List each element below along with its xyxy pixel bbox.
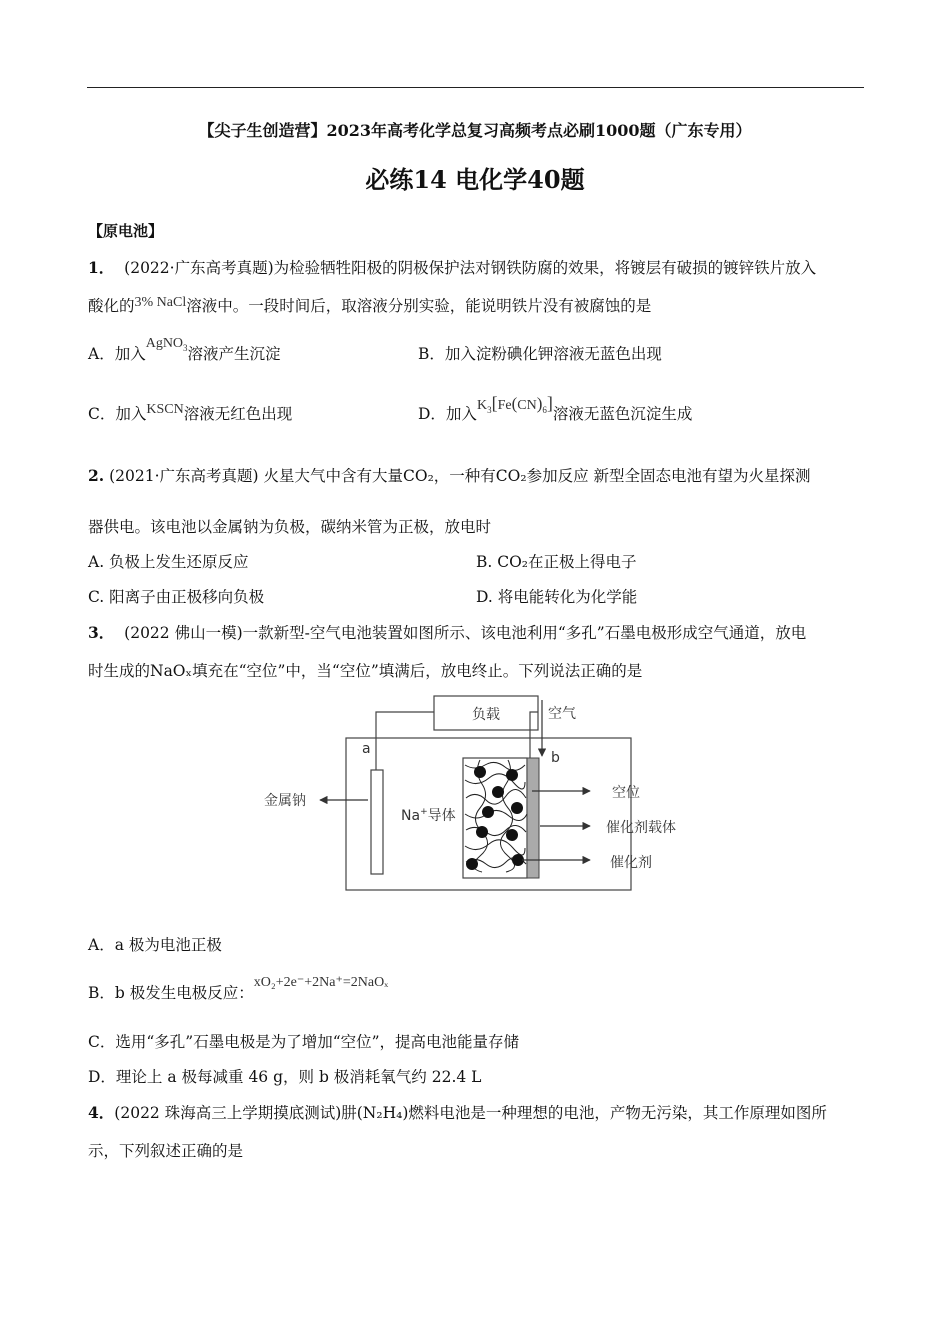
particle-4 [511,802,523,814]
q1-option-b: B．加入淀粉碘化钾溶液无蓝色出现 [418,345,662,363]
q1-ferri-paren-close: ) [536,394,543,413]
q2-option-a: A. 负极上发生还原反应 [88,553,249,571]
q1-text1: (2022·广东高考真题)为检验牺牲阳极的阴极保护法对钢铁防腐的效果，将镀层有破损的镀锌铁片放入 [124,259,817,277]
q2-line2: 器供电。该电池以金属钠为负极，碳纳米管为正极，放电时 [88,518,492,536]
electrode-b-label: b [551,750,560,766]
q1-text2-pre: 酸化的 [88,297,135,315]
particle-8 [466,858,478,870]
q1-formula-agno3-main: AgNO [145,336,184,351]
q1-formula-agno3-sub: 3 [183,342,188,353]
q3-option-b [88,975,389,1003]
particle-7 [506,829,518,841]
q2-text1: (2021·广东高考真题) 火星大气中含有大量CO₂，一种有CO₂参加反应 新型全固态电池有望为火星探测 [109,467,811,485]
q3-line1 [88,621,806,643]
q1-ferri-paren-open: ( [511,394,518,413]
document-header: 【尖子生创造营】2023年高考化学总复习高频考点必刷1000题（广东专用） [198,121,752,140]
q1-option-d-post: 溶液无蓝色沉淀生成 [552,405,693,423]
q1-option-c-post: 溶液无红色出现 [183,405,293,423]
q2-option-b: B. CO₂在正极上得电子 [476,553,637,571]
q1-ferri-bracket-close: ] [546,393,553,413]
q1-number: 1． [88,258,115,277]
q4-line1 [88,1101,827,1123]
sodium-label: 金属钠 [264,793,306,809]
q3-option-b-pre: B．b 极发生电极反应： [88,984,254,1002]
particle-1 [474,766,486,778]
support-label: 催化剂载体 [606,820,676,836]
wire-a [376,712,434,770]
q1-ferri-sub6: 6 [542,404,547,415]
conductor-plus: + [420,807,428,817]
air-label: 空气 [548,706,576,722]
q1-line2 [88,294,651,316]
section-heading: 【原电池】 [88,222,164,240]
q4-line2: 示，下列叙述正确的是 [88,1142,244,1160]
conductor-na: Na [401,808,421,824]
electrode-a-label: a [362,741,371,757]
q4-number: 4． [88,1103,115,1122]
q2-line1 [88,464,811,486]
q1-ferri-cn: CN [517,398,537,413]
q1-ferri-bracket-open: [ [491,393,498,413]
vacancy-label: 空位 [612,785,640,801]
q3-option-a: A．a 极为电池正极 [88,936,222,954]
q1-ferri-fe: Fe [497,398,512,413]
q1-formula-kscn: KSCN [146,402,184,417]
q1-ferri-k: K [476,398,488,413]
q1-text2-post: 溶液中。一段时间后，取溶液分别实验，能说明铁片没有被腐蚀的是 [186,297,652,315]
q3-text1: (2022 佛山一模)一款新型-空气电池装置如图所示、该电池利用“多孔”石墨电极形成空气通道，放电 [124,624,807,642]
q3-formula-reaction: xO₂+2e⁻+2Na⁺=2NaOₓ [253,975,389,990]
q2-number: 2. [88,466,105,485]
conductor-label [401,807,456,824]
particle-5 [482,806,494,818]
q3-option-c: C．选用“多孔”石墨电极是为了增加“空位”，提高电池能量存储 [88,1033,520,1051]
q1-ferri-sub3: 3 [487,404,492,415]
q1-option-a-pre: A．加入 [88,345,146,363]
q1-formula-ferricyanide [476,393,553,415]
catalyst-label: 催化剂 [610,855,652,871]
conductor-text: 导体 [427,808,456,824]
particle-2 [506,769,518,781]
q1-option-c [88,402,292,424]
q3-line2: 时生成的NaOₓ填充在“空位”中，当“空位”填满后，放电终止。下列说法正确的是 [88,662,643,680]
q1-option-c-pre: C．加入 [88,405,147,423]
q2-option-d: D. 将电能转化为化学能 [476,588,638,606]
q1-option-d-pre: D．加入 [418,405,477,423]
q1-option-a-post: 溶液产生沉淀 [187,345,281,363]
q1-option-d [418,393,693,425]
electrode-a [371,770,383,874]
particle-3 [492,786,504,798]
q1-formula-agno3 [146,336,188,351]
battery-diagram [250,690,710,900]
load-label: 负载 [472,707,500,723]
q3-option-d: D．理论上 a 极每减重 46 g，则 b 极消耗氧气约 22.4 L [88,1068,482,1086]
q4-text1: (2022 珠海高三上学期摸底测试)肼(N₂H₄)燃料电池是一种理想的电池，产物无污染，其工作原理如图所 [114,1104,827,1122]
q1-formula-nacl: 3% NaCl [134,295,187,310]
q1-line1 [88,256,816,278]
page-title: 必练14 电化学40题 [365,165,585,194]
header-rule [87,87,864,88]
q2-option-c: C. 阳离子由正极移向负极 [88,588,265,606]
particle-6 [476,826,488,838]
q3-number: 3． [88,623,115,642]
q1-option-a [88,336,281,365]
